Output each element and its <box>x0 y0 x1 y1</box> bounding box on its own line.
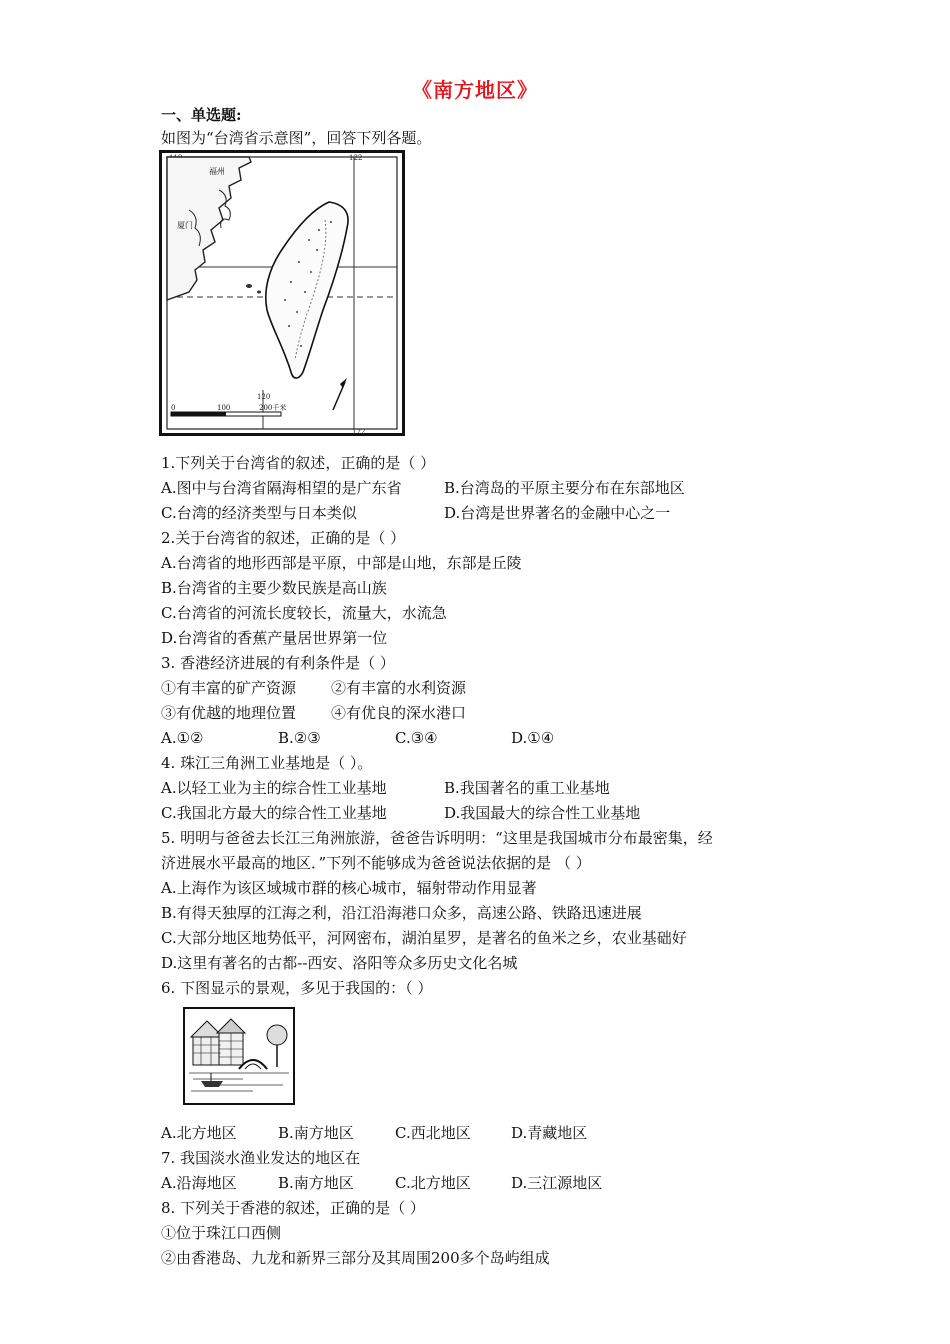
map-tick-122-top: 122 <box>349 154 363 162</box>
q2-option-c: C.台湾省的河流长度较长，流量大，水流急 <box>161 604 447 622</box>
question-3-stem: 3. 香港经济进展的有利条件是（ ） <box>161 654 395 672</box>
q3-option-d: D.①④ <box>511 729 555 747</box>
water-town-scene-figure <box>183 1007 295 1105</box>
q7-option-b: B.南方地区 <box>278 1174 354 1192</box>
q3-item-1: ①有丰富的矿产资源 <box>161 679 297 697</box>
q7-option-a: A.沿海地区 <box>161 1174 237 1192</box>
q6-option-c: C.西北地区 <box>395 1124 471 1142</box>
q8-item-1: ①位于珠江口西侧 <box>161 1224 282 1242</box>
map-tick-122-bottom: 122 <box>352 428 366 436</box>
question-8-stem: 8. 下列关于香港的叙述，正确的是（ ） <box>161 1199 425 1217</box>
q3-item-3: ③有优越的地理位置 <box>161 704 297 722</box>
q7-option-d: D.三江源地区 <box>511 1174 603 1192</box>
taiwan-map-figure <box>159 150 405 436</box>
question-2-stem: 2.关于台湾省的叙述，正确的是（ ） <box>161 529 406 547</box>
q3-option-b: B.②③ <box>278 729 321 747</box>
q6-option-d: D.青藏地区 <box>511 1124 588 1142</box>
q1-option-b: B.台湾岛的平原主要分布在东部地区 <box>444 479 685 497</box>
question-1-stem: 1.下列关于台湾省的叙述，正确的是（ ） <box>161 454 436 472</box>
q4-option-d: D.我国最大的综合性工业基地 <box>444 804 641 822</box>
q5-option-b: B.有得天独厚的江海之利，沿江沿海港口众多，高速公路、铁路迅速进展 <box>161 904 642 922</box>
q3-option-c: C.③④ <box>395 729 438 747</box>
question-6-stem: 6. 下图显示的景观，多见于我国的：（ ） <box>161 979 433 997</box>
question-5-stem-line1: 5. 明明与爸爸去长江三角洲旅游，爸爸告诉明明：“这里是我国城市分布最密集，经 <box>161 829 713 847</box>
q5-option-c: C.大部分地区地势低平，河网密布，湖泊星罗，是著名的鱼米之乡，农业基础好 <box>161 929 687 947</box>
question-5-stem-line2: 济进展水平最高的地区．”下列不能够成为爸爸说法依据的是 （ ） <box>161 854 591 872</box>
q2-option-d: D.台湾省的香蕉产量居世界第一位 <box>161 629 388 647</box>
q3-option-a: A.①② <box>161 729 204 747</box>
scale-label-200: 200千米 <box>259 404 287 412</box>
question-4-stem: 4. 珠江三角洲工业基地是（ ）。 <box>161 754 373 772</box>
q2-option-a: A.台湾省的地形西部是平原，中部是山地，东部是丘陵 <box>161 554 522 572</box>
place-label-fuzhou: 福州 <box>209 167 225 176</box>
intro-text: 如图为“台湾省示意图”，回答下列各题。 <box>161 129 432 147</box>
section-heading: 一、单选题: <box>161 106 242 124</box>
q1-option-c: C.台湾的经济类型与日本类似 <box>161 504 357 522</box>
q2-option-b: B.台湾省的主要少数民族是高山族 <box>161 579 387 597</box>
q1-option-d: D.台湾是世界著名的金融中心之一 <box>444 504 671 522</box>
q4-option-b: B.我国著名的重工业基地 <box>444 779 610 797</box>
map-tick-120: 120 <box>257 393 271 401</box>
q6-option-b: B.南方地区 <box>278 1124 354 1142</box>
q4-option-a: A.以轻工业为主的综合性工业基地 <box>161 779 387 797</box>
q3-item-4: ④有优良的深水港口 <box>331 704 467 722</box>
question-7-stem: 7. 我国淡水渔业发达的地区在 <box>161 1149 361 1167</box>
q5-option-d: D.这里有著名的古都--西安、洛阳等众多历史文化名城 <box>161 954 518 972</box>
q5-option-a: A.上海作为该区域城市群的核心城市，辐射带动作用显著 <box>161 879 537 897</box>
q4-option-c: C.我国北方最大的综合性工业基地 <box>161 804 387 822</box>
scale-label-100: 100 <box>217 404 231 412</box>
scale-label-0: 0 <box>171 404 176 412</box>
q3-item-2: ②有丰富的水利资源 <box>331 679 467 697</box>
q8-item-2: ②由香港岛、九龙和新界三部分及其周围200多个岛屿组成 <box>161 1249 550 1267</box>
question-list <box>161 451 801 1271</box>
place-label-xiamen: 厦门 <box>177 221 193 230</box>
q7-option-c: C.北方地区 <box>395 1174 471 1192</box>
q6-option-a: A.北方地区 <box>161 1124 237 1142</box>
page-title: 《南方地区》 <box>412 78 538 102</box>
q1-option-a: A.图中与台湾省隔海相望的是广东省 <box>161 479 402 497</box>
